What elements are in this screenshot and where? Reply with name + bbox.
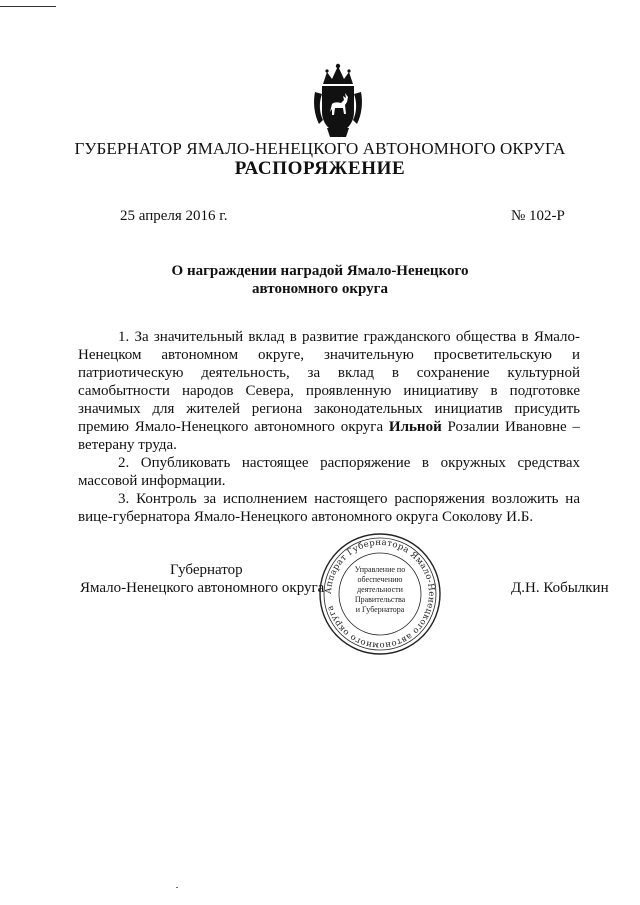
coat-of-arms-emblem — [313, 62, 363, 138]
issuing-authority: ГУБЕРНАТОР ЯМАЛО-НЕНЕЦКОГО АВТОНОМНОГО ОКРУГА — [74, 139, 566, 158]
document-number: № 102-Р — [511, 208, 565, 224]
document-title — [0, 262, 640, 298]
paragraph-1-end: Розалии Ивановне – ветерану труда. — [78, 419, 580, 453]
document-body — [78, 328, 580, 526]
paragraph-3: 3. Контроль за исполнением настоящего распоряжения возложить на вице-губернатора Ямало-Ненецкого автономного округа Соколову И.Б. — [78, 491, 580, 525]
title-line-1: О награждении наградой Ямало-Ненецкого — [171, 263, 469, 279]
paragraph-1-start: 1. За значительный вклад в развитие гражданского общества в Ямало-Ненецком автономном округе, значительную просветительскую и патриотическую деятельность, за вклад в сохранение культурной самобытности народов Севера, проявленную инициативу в подготовке значимых для жителей региона законодательных инициатив присудить премию Ямало-Ненецкого автономного округа — [78, 329, 580, 435]
awardee-surname: Ильной — [388, 419, 442, 435]
stamp-ring-text: Аппарат Губернатора Ямало-Ненецкого автономного округа — [323, 537, 437, 651]
top-rule — [0, 6, 56, 7]
signatory-title: Губернатор — [170, 562, 243, 578]
paragraph-1 — [78, 328, 580, 454]
document-date: 25 апреля 2016 г. — [120, 208, 228, 224]
signatory-organization: Ямало-Ненецкого автономного округа — [80, 580, 325, 596]
signatory-name: Д.Н. Кобылкин — [511, 580, 609, 596]
page-mark — [176, 887, 178, 888]
paragraph-2: 2. Опубликовать настоящее распоряжение в окружных средствах массовой информации. — [78, 455, 580, 489]
title-line-2: автономного округа — [252, 281, 388, 297]
document-type: РАСПОРЯЖЕНИЕ — [234, 158, 406, 179]
stamp-center-text: Управление по обеспечению деятельности Правительства и Губернатора — [354, 565, 406, 614]
